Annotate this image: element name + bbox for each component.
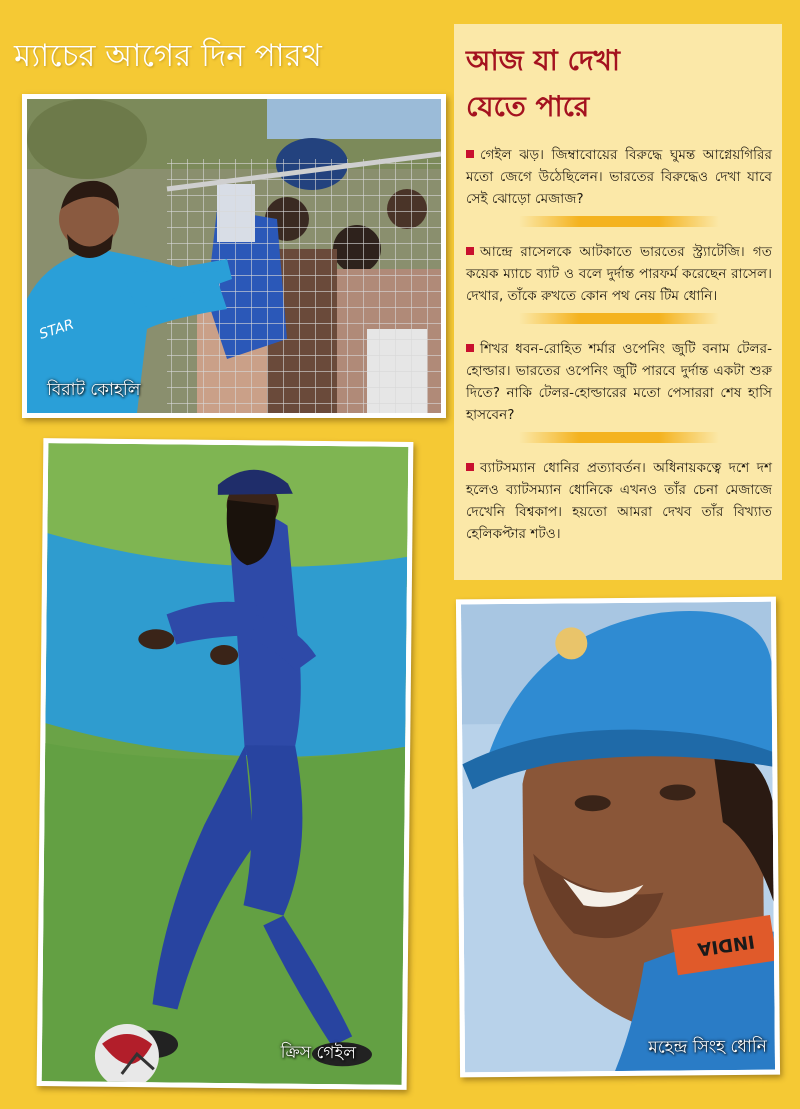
square-bullet-icon	[466, 247, 474, 255]
divider	[519, 432, 719, 443]
square-bullet-icon	[466, 150, 474, 158]
sidebar-preview	[454, 24, 782, 580]
preview-item	[466, 144, 772, 210]
preview-item-text: গেইল ঝড়। জিম্বাবোয়ের বিরুদ্ধে ঘুমন্ত আগ্নেয়গিরির মতো জেগে উঠেছিলেন। ভারতের বিরুদ্ধেও দেখা যাবে সেই ঝোড়ো মেজাজ?	[466, 147, 772, 207]
preview-item	[466, 241, 772, 307]
kohli-caption: বিরাট কোহলি	[47, 380, 141, 400]
preview-item-text: শিখর ধবন-রোহিত শর্মার ওপেনিং জুটি বনাম টেলর-হোল্ডার। ভারতের ওপেনিং জুটি পারবে দুর্দান্ত একটা শুরু দিতে? নাকি টেলর-হোল্ডারের মতো পেসাররা শেষ হাসি হাসবেন?	[466, 341, 772, 423]
sidebar-title-line2: যেতে পারে	[466, 90, 590, 123]
dhoni-image	[461, 602, 775, 1073]
dhoni-caption: মহেন্দ্র সিংহ ধোনি	[648, 1036, 767, 1058]
kohli-image	[27, 99, 441, 413]
gayle-caption: ক্রিস গেইল	[280, 1042, 357, 1064]
preview-item	[466, 338, 772, 426]
svg-text:STAR: STAR	[37, 316, 76, 343]
preview-item-text: আন্দ্রে রাসেলকে আটকাতে ভারতের স্ট্র্যাটেজি। গত কয়েক ম্যাচে ব্যাট ও বলে দুর্দান্ত পারফর্ম করেছেন রাসেল। দেখার, তাঁকে রুখতে কোন পথ নেয় টিম ধোনি।	[466, 244, 772, 304]
divider	[519, 216, 719, 227]
gayle-image	[42, 443, 409, 1085]
preview-item	[466, 457, 772, 545]
square-bullet-icon	[466, 344, 474, 352]
square-bullet-icon	[466, 463, 474, 471]
dhoni-collar-text: INDIA	[696, 930, 756, 960]
photo-gayle	[37, 438, 414, 1090]
preview-item-text: ব্যাটসম্যান ধোনির প্রত্যাবর্তন। অধিনায়কত্বে দশে দশ হলেও ব্যাটসম্যান ধোনিকে এখনও তাঁর চেনা মেজাজে দেখেনি বিশ্বকাপ। হয়তো আমরা দেখব তাঁর বিখ্যাত হেলিকপ্টার শটও।	[466, 460, 772, 542]
photo-dhoni	[456, 597, 780, 1078]
sidebar-title-line1: আজ যা দেখা	[466, 44, 621, 77]
divider	[519, 313, 719, 324]
page-headline: ম্যাচের আগের দিন পারথ	[14, 38, 322, 74]
photo-kohli	[22, 94, 446, 418]
